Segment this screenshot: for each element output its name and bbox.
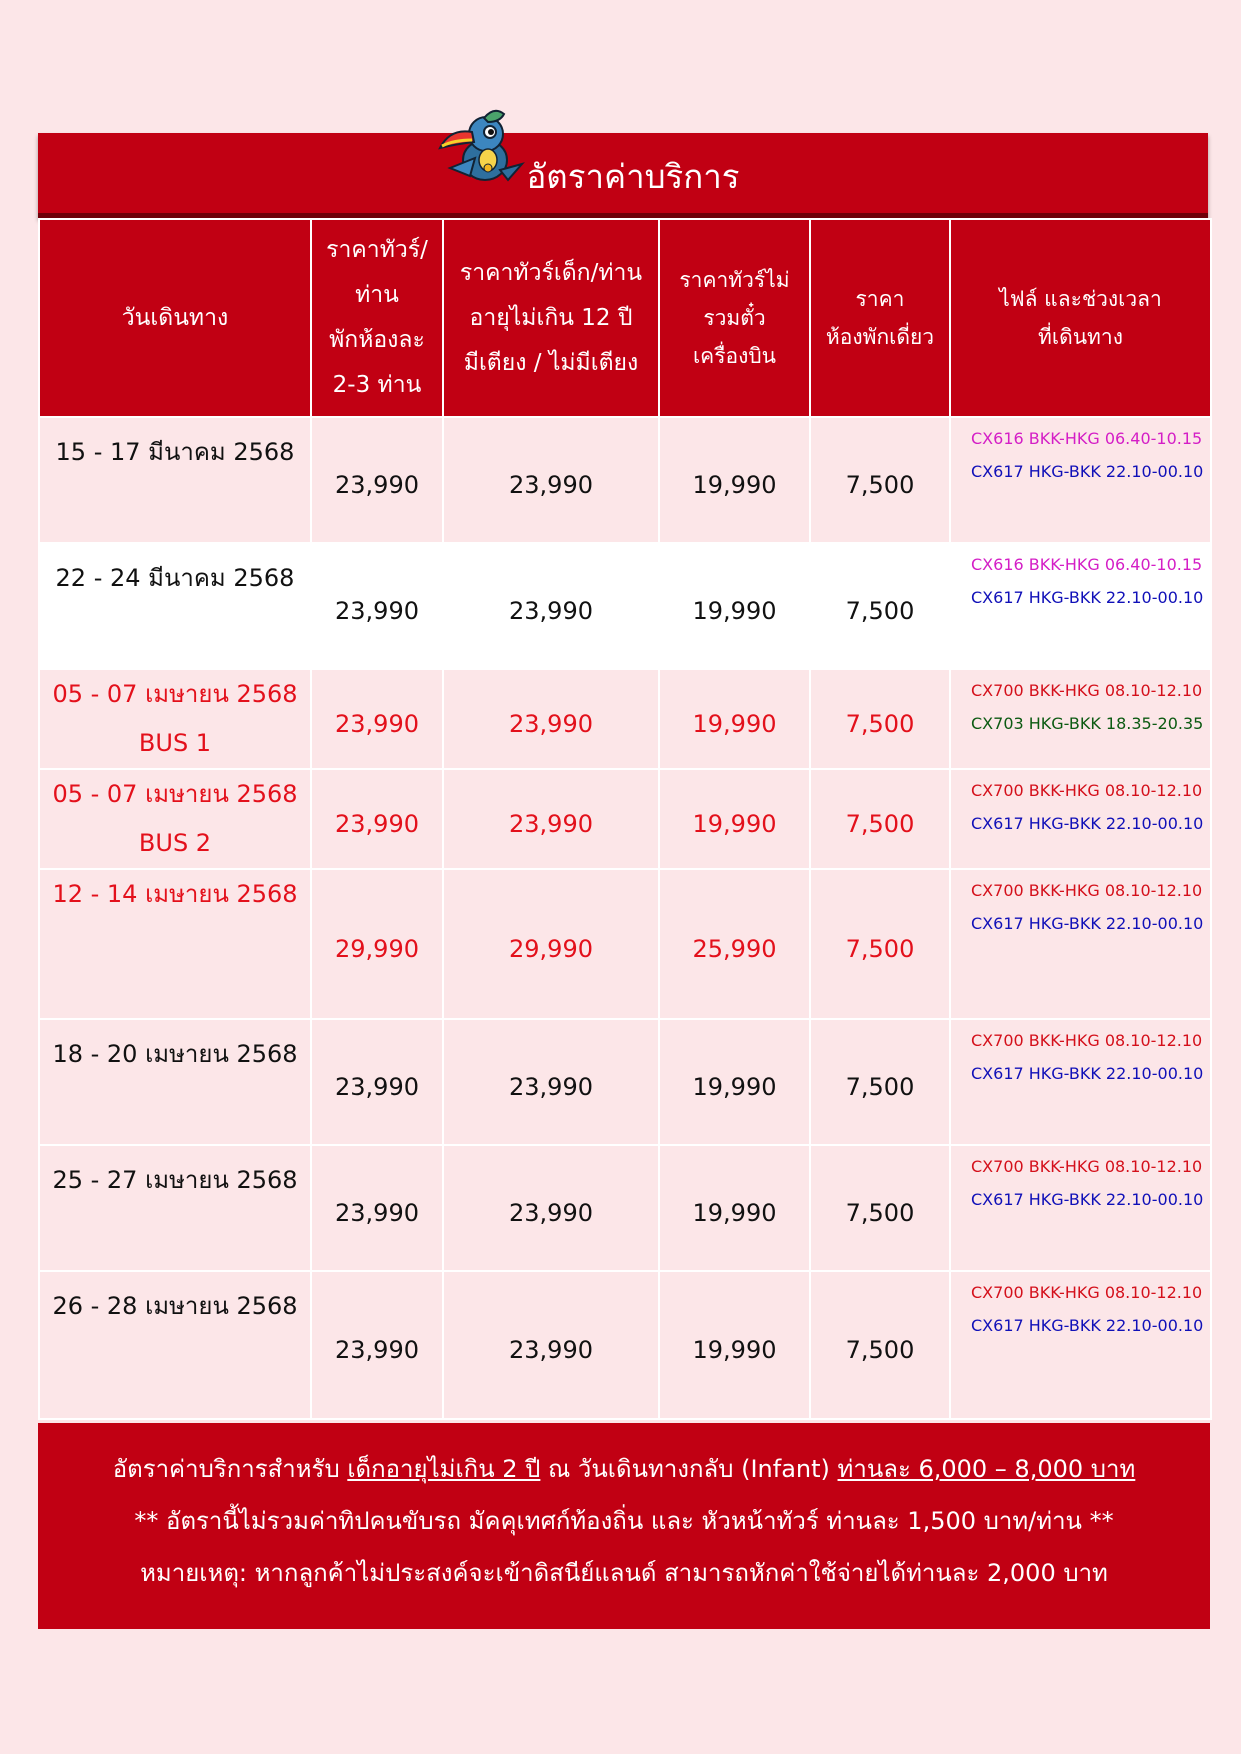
outbound-flight: CX616 BKK-HKG 06.40-10.15 — [971, 555, 1203, 574]
single-room-cell: 7,500 — [810, 669, 950, 769]
table-row — [39, 417, 1211, 543]
return-flight: CX617 HKG-BKK 22.10-00.10 — [971, 462, 1204, 481]
adult-price-cell: 23,990 — [311, 1019, 443, 1145]
flight-cell — [950, 669, 1211, 769]
no-ticket-price-cell: 25,990 — [659, 869, 810, 1019]
outbound-flight: CX700 BKK-HKG 08.10-12.10 — [971, 1283, 1203, 1302]
adult-price-cell: 29,990 — [311, 869, 443, 1019]
header-adult-price: ราคาทัวร์/ ท่าน พักห้องละ 2-3 ท่าน — [311, 219, 443, 417]
child-price-cell: 23,990 — [443, 769, 659, 869]
date-cell: 18 - 20 เมษายน 2568 — [39, 1019, 311, 1145]
child-price-cell: 23,990 — [443, 669, 659, 769]
single-room-cell: 7,500 — [810, 1271, 950, 1419]
return-flight: CX617 HKG-BKK 22.10-00.10 — [971, 914, 1204, 933]
no-ticket-price-cell: 19,990 — [659, 769, 810, 869]
single-room-cell: 7,500 — [810, 417, 950, 543]
single-room-cell: 7,500 — [810, 869, 950, 1019]
bus-label: BUS 1 — [138, 729, 212, 757]
adult-price-cell: 23,990 — [311, 1145, 443, 1271]
child-price-cell: 23,990 — [443, 417, 659, 543]
page-title: อัตราค่าบริการ — [526, 156, 740, 196]
outbound-flight: CX700 BKK-HKG 08.10-12.10 — [971, 1157, 1203, 1176]
adult-price-cell: 23,990 — [311, 543, 443, 669]
outbound-flight: CX700 BKK-HKG 08.10-12.10 — [971, 1031, 1203, 1050]
flight-cell — [950, 769, 1211, 869]
child-price-cell: 23,990 — [443, 1145, 659, 1271]
single-room-cell: 7,500 — [810, 543, 950, 669]
flight-cell — [950, 417, 1211, 543]
no-ticket-price-cell: 19,990 — [659, 1271, 810, 1419]
title-banner — [38, 133, 1208, 218]
flight-cell — [950, 869, 1211, 1019]
header-child-price: ราคาทัวร์เด็ก/ท่าน อายุไม่เกิน 12 ปี มีเตียง / ไม่มีเตียง — [443, 219, 659, 417]
outbound-flight: CX700 BKK-HKG 08.10-12.10 — [971, 881, 1203, 900]
return-flight: CX617 HKG-BKK 22.10-00.10 — [971, 1190, 1204, 1209]
disney-note: หมายเหตุ: หากลูกค้าไม่ประสงค์จะเข้าดิสนีย์แลนด์ สามารถหักค่าใช้จ่ายได้ท่านละ 2,000 บาท — [140, 1559, 1108, 1587]
date-cell: 15 - 17 มีนาคม 2568 — [39, 417, 311, 543]
date-cell: 26 - 28 เมษายน 2568 — [39, 1271, 311, 1419]
table-row — [39, 769, 1211, 869]
header-single-room: ราคา ห้องพักเดี่ยว — [810, 219, 950, 417]
flight-cell — [950, 1271, 1211, 1419]
infant-note: อัตราค่าบริการสำหรับ เด็กอายุไม่เกิน 2 ปี ณ วันเดินทางกลับ (Infant) ท่านละ 6,000 – 8,000 บาท — [112, 1455, 1136, 1483]
table-header-row — [39, 219, 1211, 417]
table-row — [39, 543, 1211, 669]
date-cell: 12 - 14 เมษายน 2568 — [39, 869, 311, 1019]
date-cell: 22 - 24 มีนาคม 2568 — [39, 543, 311, 669]
adult-price-cell: 23,990 — [311, 417, 443, 543]
header-flight: ไฟล์ และช่วงเวลา ที่เดินทาง — [950, 219, 1211, 417]
date-cell: 05 - 07 เมษายน 2568 BUS 2 — [39, 769, 311, 869]
return-flight: CX617 HKG-BKK 22.10-00.10 — [971, 814, 1204, 833]
child-price-cell: 29,990 — [443, 869, 659, 1019]
outbound-flight: CX700 BKK-HKG 08.10-12.10 — [971, 781, 1203, 800]
table-row — [39, 1271, 1211, 1419]
adult-price-cell: 23,990 — [311, 769, 443, 869]
date-cell: 25 - 27 เมษายน 2568 — [39, 1145, 311, 1271]
return-flight: CX617 HKG-BKK 22.10-00.10 — [971, 1316, 1204, 1335]
no-ticket-price-cell: 19,990 — [659, 1145, 810, 1271]
bus-label: BUS 2 — [138, 829, 212, 857]
return-flight: CX703 HKG-BKK 18.35-20.35 — [971, 714, 1204, 733]
header-date: วันเดินทาง — [39, 219, 311, 417]
adult-price-cell: 23,990 — [311, 1271, 443, 1419]
child-price-cell: 23,990 — [443, 1271, 659, 1419]
table-row — [39, 869, 1211, 1019]
outbound-flight: CX616 BKK-HKG 06.40-10.15 — [971, 429, 1203, 448]
single-room-cell: 7,500 — [810, 1019, 950, 1145]
no-ticket-price-cell: 19,990 — [659, 1019, 810, 1145]
single-room-cell: 7,500 — [810, 769, 950, 869]
no-ticket-price-cell: 19,990 — [659, 417, 810, 543]
date-cell: 05 - 07 เมษายน 2568 BUS 1 — [39, 669, 311, 769]
table-row — [39, 1145, 1211, 1271]
flight-cell — [950, 1019, 1211, 1145]
tip-note: ** อัตรานี้ไม่รวมค่าทิปคนขับรถ มัคคุเทศก์ท้องถิ่น และ หัวหน้าทัวร์ ท่านละ 1,500 บาท/ท่าน ** — [134, 1507, 1114, 1535]
single-room-cell: 7,500 — [810, 1145, 950, 1271]
child-price-cell: 23,990 — [443, 1019, 659, 1145]
no-ticket-price-cell: 19,990 — [659, 669, 810, 769]
flight-cell — [950, 1145, 1211, 1271]
header-no-ticket-price: ราคาทัวร์ไม่ รวมตั๋ว เครื่องบิน — [659, 219, 810, 417]
toucan-mascot-icon — [430, 98, 530, 198]
notes-box — [38, 1423, 1210, 1629]
rates-table — [38, 218, 1212, 1420]
table-row — [39, 1019, 1211, 1145]
table-row — [39, 669, 1211, 769]
child-price-cell: 23,990 — [443, 543, 659, 669]
outbound-flight: CX700 BKK-HKG 08.10-12.10 — [971, 681, 1203, 700]
flight-cell — [950, 543, 1211, 669]
no-ticket-price-cell: 19,990 — [659, 543, 810, 669]
return-flight: CX617 HKG-BKK 22.10-00.10 — [971, 1064, 1204, 1083]
return-flight: CX617 HKG-BKK 22.10-00.10 — [971, 588, 1204, 607]
adult-price-cell: 23,990 — [311, 669, 443, 769]
